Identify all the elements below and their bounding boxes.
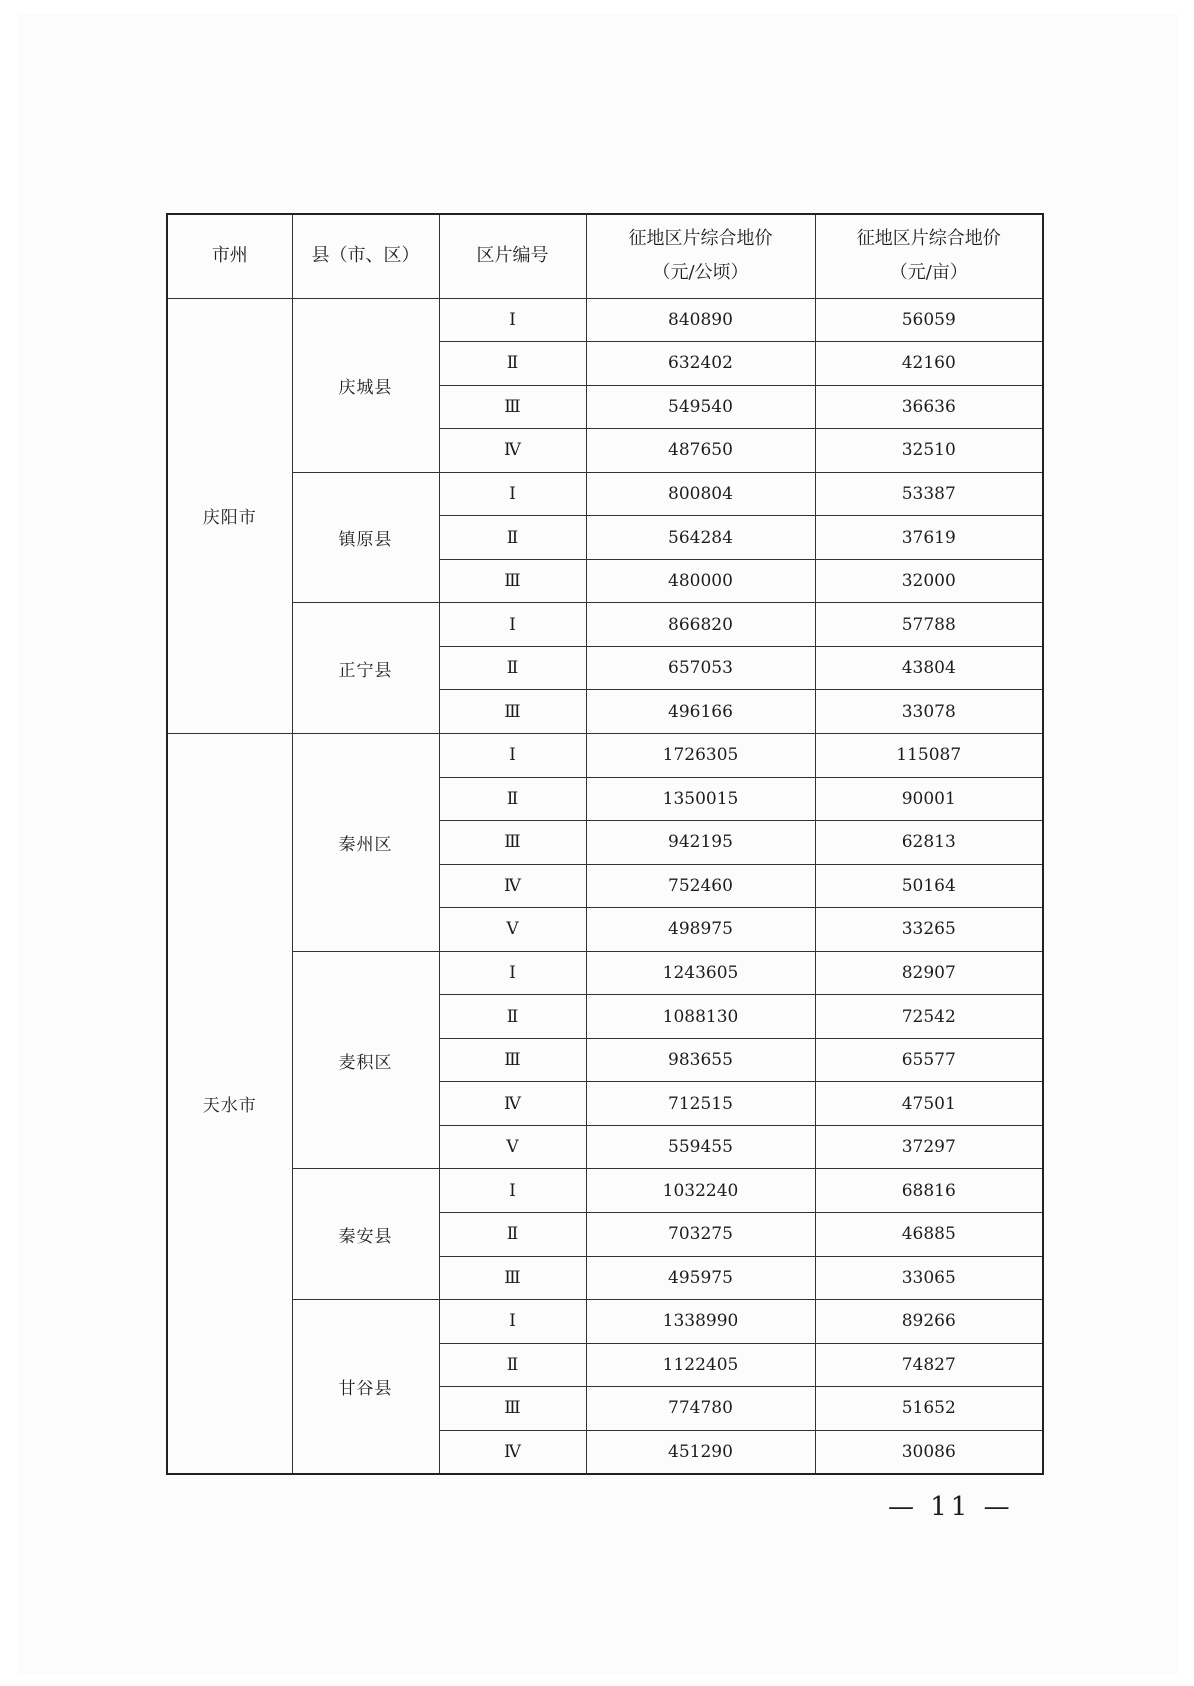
price-per-hectare-cell: 1350015 xyxy=(586,777,815,821)
price-per-hectare-cell: 1243605 xyxy=(586,951,815,995)
zone-number-cell: Ⅴ xyxy=(439,1125,586,1169)
price-per-mu-cell: 115087 xyxy=(815,733,1043,777)
header-price-per-mu-unit: （元/亩） xyxy=(889,262,968,284)
zone-number-cell: Ⅲ xyxy=(439,821,586,865)
zone-number-cell: Ⅲ xyxy=(439,1387,586,1431)
header-price-per-mu xyxy=(815,214,1043,298)
price-per-mu-cell: 33065 xyxy=(815,1256,1043,1300)
price-per-hectare-cell: 752460 xyxy=(586,864,815,908)
zone-number-cell: Ⅱ xyxy=(439,1343,586,1387)
price-per-mu-cell: 37297 xyxy=(815,1125,1043,1169)
zone-number-cell: Ⅳ xyxy=(439,864,586,908)
table-row xyxy=(167,472,1043,516)
table-row xyxy=(167,951,1043,995)
county-cell: 麦积区 xyxy=(292,951,439,1169)
zone-number-cell: Ⅲ xyxy=(439,690,586,734)
price-per-hectare-cell: 1032240 xyxy=(586,1169,815,1213)
header-price-per-hectare-title: 征地区片综合地价 xyxy=(628,228,773,250)
price-per-mu-cell: 68816 xyxy=(815,1169,1043,1213)
price-per-mu-cell: 89266 xyxy=(815,1300,1043,1344)
header-price-per-hectare xyxy=(586,214,815,298)
table-row xyxy=(167,733,1043,777)
header-price-per-hectare-unit: （元/公顷） xyxy=(652,262,749,284)
price-per-mu-cell: 56059 xyxy=(815,298,1043,342)
county-cell: 庆城县 xyxy=(292,298,439,472)
table-row xyxy=(167,1300,1043,1344)
zone-number-cell: Ⅰ xyxy=(439,733,586,777)
price-per-hectare-cell: 496166 xyxy=(586,690,815,734)
city-cell: 庆阳市 xyxy=(167,298,292,733)
zone-number-cell: Ⅳ xyxy=(439,1430,586,1474)
price-per-mu-cell: 42160 xyxy=(815,342,1043,386)
zone-number-cell: Ⅳ xyxy=(439,1082,586,1126)
price-per-mu-cell: 62813 xyxy=(815,821,1043,865)
county-cell: 镇原县 xyxy=(292,472,439,603)
price-per-hectare-cell: 1726305 xyxy=(586,733,815,777)
price-per-hectare-cell: 495975 xyxy=(586,1256,815,1300)
price-per-mu-cell: 72542 xyxy=(815,995,1043,1039)
price-per-hectare-cell: 498975 xyxy=(586,908,815,952)
price-per-hectare-cell: 632402 xyxy=(586,342,815,386)
county-cell: 秦州区 xyxy=(292,733,439,951)
price-per-mu-cell: 51652 xyxy=(815,1387,1043,1431)
price-per-mu-cell: 37619 xyxy=(815,516,1043,560)
price-per-hectare-cell: 712515 xyxy=(586,1082,815,1126)
price-per-hectare-cell: 564284 xyxy=(586,516,815,560)
price-per-mu-cell: 32510 xyxy=(815,429,1043,473)
zone-number-cell: Ⅴ xyxy=(439,908,586,952)
table-row xyxy=(167,603,1043,647)
zone-number-cell: Ⅰ xyxy=(439,1169,586,1213)
price-per-hectare-cell: 1088130 xyxy=(586,995,815,1039)
zone-number-cell: Ⅲ xyxy=(439,385,586,429)
price-per-mu-cell: 53387 xyxy=(815,472,1043,516)
header-county: 县（市、区） xyxy=(292,214,439,298)
price-per-mu-cell: 43804 xyxy=(815,646,1043,690)
price-per-hectare-cell: 1338990 xyxy=(586,1300,815,1344)
price-per-hectare-cell: 942195 xyxy=(586,821,815,865)
price-per-hectare-cell: 1122405 xyxy=(586,1343,815,1387)
table-body xyxy=(167,298,1043,1474)
table-row xyxy=(167,1169,1043,1213)
zone-number-cell: Ⅱ xyxy=(439,516,586,560)
price-per-mu-cell: 65577 xyxy=(815,1038,1043,1082)
page-number: — 11 — xyxy=(888,1492,1014,1522)
header-zone: 区片编号 xyxy=(439,214,586,298)
price-per-hectare-cell: 800804 xyxy=(586,472,815,516)
city-cell: 天水市 xyxy=(167,733,292,1474)
header-price-per-mu-title: 征地区片综合地价 xyxy=(856,228,1001,250)
zone-number-cell: Ⅱ xyxy=(439,646,586,690)
price-per-hectare-cell: 983655 xyxy=(586,1038,815,1082)
table-row xyxy=(167,298,1043,342)
price-per-mu-cell: 47501 xyxy=(815,1082,1043,1126)
table-header-row xyxy=(167,214,1043,298)
price-per-hectare-cell: 657053 xyxy=(586,646,815,690)
zone-number-cell: Ⅲ xyxy=(439,1256,586,1300)
price-per-mu-cell: 32000 xyxy=(815,559,1043,603)
price-per-mu-cell: 46885 xyxy=(815,1212,1043,1256)
price-per-hectare-cell: 559455 xyxy=(586,1125,815,1169)
price-per-hectare-cell: 549540 xyxy=(586,385,815,429)
county-cell: 正宁县 xyxy=(292,603,439,734)
zone-number-cell: Ⅰ xyxy=(439,472,586,516)
price-per-mu-cell: 36636 xyxy=(815,385,1043,429)
zone-number-cell: Ⅰ xyxy=(439,298,586,342)
price-per-mu-cell: 82907 xyxy=(815,951,1043,995)
zone-number-cell: Ⅱ xyxy=(439,342,586,386)
header-city: 市州 xyxy=(167,214,292,298)
price-per-hectare-cell: 840890 xyxy=(586,298,815,342)
zone-number-cell: Ⅳ xyxy=(439,429,586,473)
price-per-hectare-cell: 703275 xyxy=(586,1212,815,1256)
price-per-mu-cell: 50164 xyxy=(815,864,1043,908)
price-per-hectare-cell: 866820 xyxy=(586,603,815,647)
county-cell: 秦安县 xyxy=(292,1169,439,1300)
zone-number-cell: Ⅰ xyxy=(439,603,586,647)
zone-number-cell: Ⅲ xyxy=(439,1038,586,1082)
price-per-hectare-cell: 487650 xyxy=(586,429,815,473)
price-per-mu-cell: 90001 xyxy=(815,777,1043,821)
land-price-table xyxy=(166,213,1044,1475)
price-per-hectare-cell: 774780 xyxy=(586,1387,815,1431)
zone-number-cell: Ⅱ xyxy=(439,777,586,821)
price-per-hectare-cell: 451290 xyxy=(586,1430,815,1474)
zone-number-cell: Ⅱ xyxy=(439,995,586,1039)
price-per-mu-cell: 30086 xyxy=(815,1430,1043,1474)
price-per-mu-cell: 33078 xyxy=(815,690,1043,734)
price-per-mu-cell: 74827 xyxy=(815,1343,1043,1387)
zone-number-cell: Ⅱ xyxy=(439,1212,586,1256)
county-cell: 甘谷县 xyxy=(292,1300,439,1474)
price-per-mu-cell: 57788 xyxy=(815,603,1043,647)
zone-number-cell: Ⅰ xyxy=(439,951,586,995)
price-per-hectare-cell: 480000 xyxy=(586,559,815,603)
zone-number-cell: Ⅲ xyxy=(439,559,586,603)
price-per-mu-cell: 33265 xyxy=(815,908,1043,952)
zone-number-cell: Ⅰ xyxy=(439,1300,586,1344)
